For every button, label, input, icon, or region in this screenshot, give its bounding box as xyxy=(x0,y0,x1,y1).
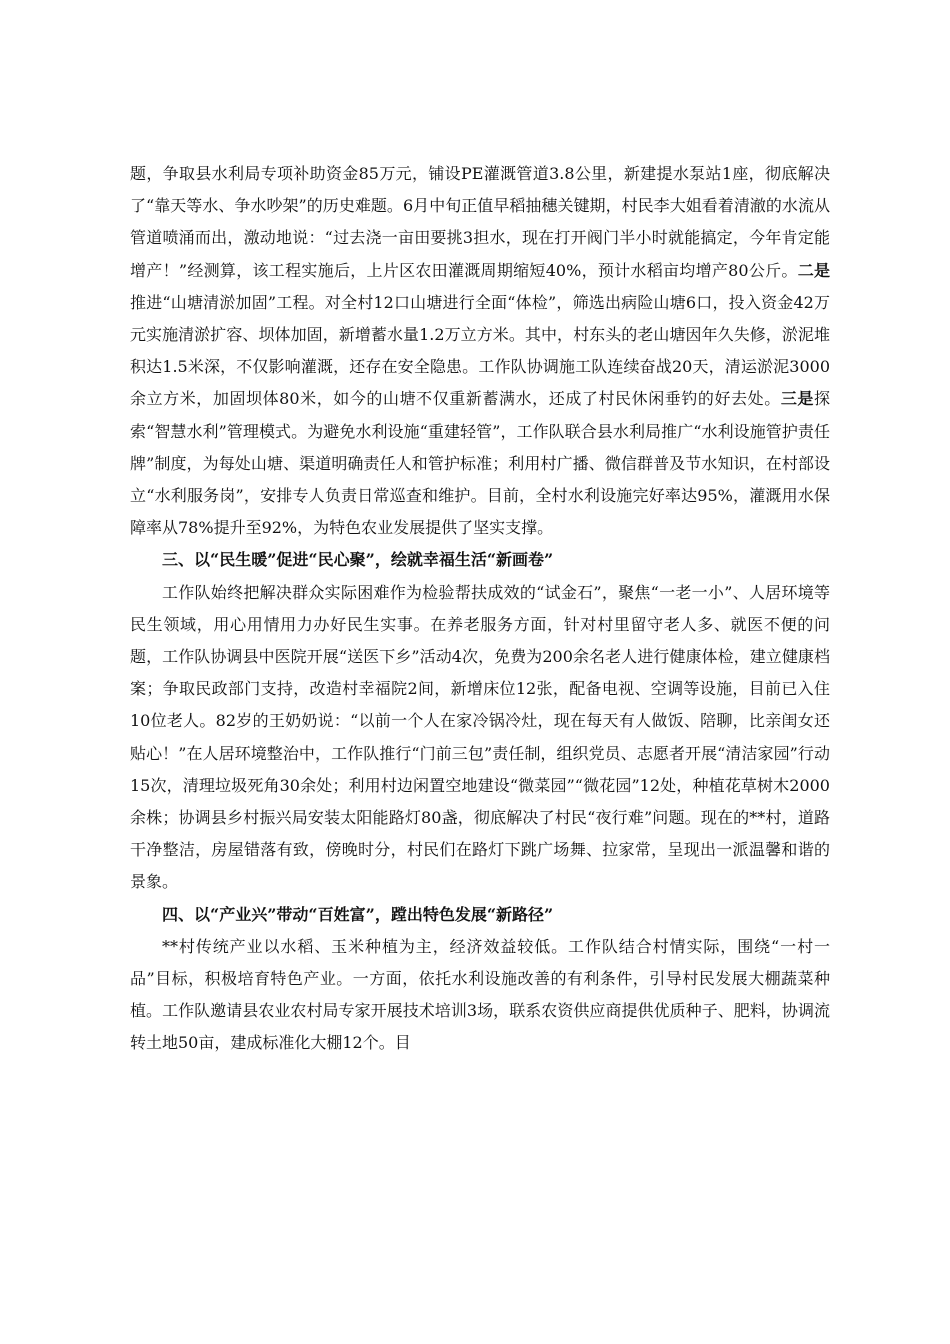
document-page xyxy=(130,158,830,1060)
emphasis-third: 三是 xyxy=(780,389,814,409)
paragraph-livelihood: 工作队始终把解决群众实际困难作为检验帮扶成效的“试金石”，聚焦“一老一小”、人居环境等民生领域，用心用情用力办好民生实事。在养老服务方面，针对村里留守老人多、就医不便的问题，工作队协调县中医院开展“送医下乡”活动4次，免费为200余名老人进行健康体检，建立健康档案；争取民政部门支持，改造村幸福院2间，新增床位12张，配备电视、空调等设施，目前已入住10位老人。82岁的王奶奶说：“以前一个人在家冷锅冷灶，现在每天有人做饭、陪聊，比亲闺女还贴心！”在人居环境整治中，工作队推行“门前三包”责任制，组织党员、志愿者开展“清洁家园”行动15次，清理垃圾死角30余处；利用村边闲置空地建设“微菜园”“微花园”12处，种植花草树木2000余株；协调县乡村振兴局安装太阳能路灯80盏，彻底解决了村民“夜行难”问题。现在的**村，道路干净整洁，房屋错落有致，傍晚时分，村民们在路灯下跳广场舞、拉家常，呈现出一派温馨和谐的景象。 xyxy=(130,582,830,892)
section-heading-industry: 四、以“产业兴”带动“百姓富”，蹚出特色发展“新路径” xyxy=(162,904,554,924)
paragraph-text: 推进“山塘清淤加固”工程。对全村12口山塘进行全面“体检”，筛选出病险山塘6口，投入资金42万元实施清淤扩容、坝体加固，新增蓄水量1.2万立方米。其中，村东头的老山塘因年久失修，淤泥堆积达1.5米深，不仅影响灌溉，还存在安全隐患。工作队协调施工队连续奋战20天，清运淤泥3000余立方米，加固坝体80米，如今的山塘不仅重新蓄满水，还成了村民休闲垂钓的好去处。 xyxy=(130,292,830,409)
paragraph-industry: **村传统产业以水稻、玉米种植为主，经济效益较低。工作队结合村情实际，围绕“一村一品”目标，积极培育特色产业。一方面，依托水利设施改善的有利条件，引导村民发展大棚蔬菜种植。工作队邀请县农业农村局专家开展技术培训3场，联系农资供应商提供优质种子、肥料，协调流转土地50亩，建成标准化大棚12个。目 xyxy=(130,936,830,1053)
paragraph-text: 题，争取县水利局专项补助资金85万元，铺设PE灌溉管道3.8公里，新建提水泵站1座，彻底解决了“靠天等水、争水吵架”的历史难题。6月中旬正值早稻抽穗关键期，村民李大姐看着清澈的水流从管道喷涌而出，激动地说：“过去浇一亩田要挑3担水，现在打开阀门半小时就能搞定，今年肯定能增产！”经测算，该工程实施后，上片区农田灌溉周期缩短40%，预计水稻亩均增产80公斤。 xyxy=(130,164,830,280)
paragraph-water-conservancy xyxy=(130,158,830,544)
paragraph-text: 探索“智慧水利”管理模式。为避免水利设施“重建轻管”，工作队联合县水利局推广“水利设施管护责任牌”制度，为每处山塘、渠道明确责任人和管护标准；利用村广播、微信群普及节水知识，在村部设立“水利服务岗”，安排专人负责日常巡查和维护。目前，全村水利设施完好率达95%，灌溉用水保障率从78%提升至92%，为特色农业发展提供了坚实支撑。 xyxy=(130,389,830,538)
emphasis-second: 二是 xyxy=(797,260,830,280)
section-heading-livelihood: 三、以“民生暖”促进“民心聚”，绘就幸福生活“新画卷” xyxy=(162,550,554,570)
